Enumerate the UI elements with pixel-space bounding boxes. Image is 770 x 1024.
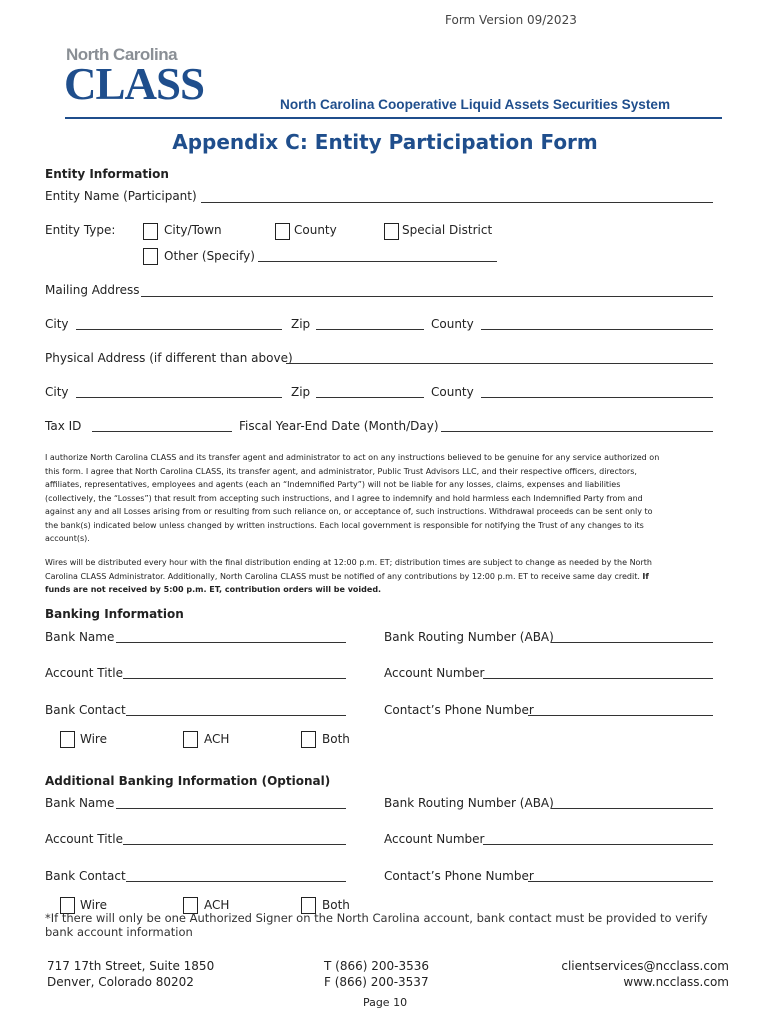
county2-label: County — [431, 385, 474, 399]
account-title-label: Account Title — [45, 666, 123, 680]
ach-label: ACH — [204, 732, 230, 746]
county-field[interactable] — [481, 329, 713, 330]
add-ach-label: ACH — [204, 898, 230, 912]
zip2-field[interactable] — [316, 397, 424, 398]
wire-label: Wire — [80, 732, 107, 746]
city-field[interactable] — [76, 329, 282, 330]
add-both-label: Both — [322, 898, 350, 912]
add-account-number-field[interactable] — [483, 844, 713, 845]
checkbox-special-district[interactable] — [384, 223, 399, 240]
bank-contact-label: Bank Contact — [45, 703, 126, 717]
mailing-address-field[interactable] — [141, 296, 713, 297]
contact-phone-field[interactable] — [528, 715, 713, 716]
routing-field[interactable] — [551, 642, 713, 643]
bank-contact-field[interactable] — [126, 715, 346, 716]
checkbox-both[interactable] — [301, 731, 316, 748]
wires-paragraph — [45, 556, 735, 597]
city2-field[interactable] — [76, 397, 282, 398]
account-title-field[interactable] — [123, 678, 346, 679]
authorization-paragraph — [45, 451, 735, 546]
add-contact-phone-field[interactable] — [528, 881, 713, 882]
entity-section-title: Entity Information — [45, 167, 169, 181]
note-line: bank account information — [45, 925, 193, 939]
add-bank-contact-field[interactable] — [126, 881, 346, 882]
authorized-signer-note — [45, 911, 708, 939]
add-account-title-label: Account Title — [45, 832, 123, 846]
add-bank-contact-label: Bank Contact — [45, 869, 126, 883]
page-title: Appendix C: Entity Participation Form — [172, 130, 598, 154]
zip-field[interactable] — [316, 329, 424, 330]
add-account-title-field[interactable] — [123, 844, 346, 845]
logo — [64, 45, 205, 110]
add-bank-name-label: Bank Name — [45, 796, 115, 810]
city-town-label: City/Town — [164, 223, 222, 237]
add-contact-phone-label: Contact’s Phone Number — [384, 869, 534, 883]
banking-section-title: Banking Information — [45, 607, 184, 621]
checkbox-wire[interactable] — [60, 731, 75, 748]
checkbox-city-town[interactable] — [143, 223, 158, 240]
add-bank-name-field[interactable] — [116, 808, 346, 809]
page-number: Page 10 — [362, 996, 408, 1009]
address-line-1: 717 17th Street, Suite 1850 — [47, 959, 215, 973]
entity-type-label: Entity Type: — [45, 223, 116, 237]
bank-name-field[interactable] — [116, 642, 346, 643]
wires-line: funds are not received by 5:00 p.m. ET, contribution orders will be voided. — [45, 585, 382, 594]
footer-phones — [324, 958, 429, 990]
note-line: *If there will only be one Authorized Signer on the North Carolina account, bank contact must be provided to verify — [45, 911, 708, 925]
footer-contact — [561, 958, 729, 990]
fiscal-year-end-label: Fiscal Year-End Date (Month/Day) — [239, 419, 439, 433]
wires-text: Carolina CLASS Administrator. Additionally, North Carolina CLASS must be notified of any contributions by 12:00 p.m. ET to receive same day credit. — [45, 571, 643, 581]
wires-bold-text: If — [642, 571, 649, 581]
address-line-2: Denver, Colorado 80202 — [47, 975, 194, 989]
county-label: County — [294, 223, 337, 237]
checkbox-county[interactable] — [275, 223, 290, 240]
county-field-label: County — [431, 317, 474, 331]
account-number-field[interactable] — [483, 678, 713, 679]
add-routing-label: Bank Routing Number (ABA) — [384, 796, 554, 810]
checkbox-ach[interactable] — [183, 731, 198, 748]
tax-id-label: Tax ID — [45, 419, 82, 433]
auth-line: affiliates, representatives, employees and agents (each an “Indemnified Party”) will not be liable for any losses, claims, expenses and liabilities — [45, 480, 621, 489]
email-link[interactable]: clientservices@ncclass.com — [561, 959, 729, 973]
bank-name-label: Bank Name — [45, 630, 115, 644]
phone-number: T (866) 200-3536 — [324, 959, 429, 973]
zip-label: Zip — [291, 317, 311, 331]
auth-line: against any and all Losses arising from or resulting from such reliance on, or acceptance of, such instructions. Withdrawal proceeds can be sent only to — [45, 507, 653, 516]
org-full-name: North Carolina Cooperative Liquid Assets Securities System — [280, 97, 671, 112]
website-link[interactable]: www.ncclass.com — [623, 975, 729, 989]
additional-banking-section-title: Additional Banking Information (Optional) — [45, 774, 331, 788]
mailing-address-label: Mailing Address — [45, 283, 140, 297]
fiscal-year-end-field[interactable] — [441, 431, 713, 432]
auth-line: I authorize North Carolina CLASS and its transfer agent and administrator to act on any instructions believed to be genuine for any service authorized on — [45, 453, 660, 462]
auth-line: (collectively, the “Losses”) that result from accepting such instructions, and I agree to indemnify and hold harmless each Indemnified Party from and — [45, 493, 643, 503]
account-number-label: Account Number — [384, 666, 485, 680]
auth-line: this form. I agree that North Carolina CLASS, its transfer agent, and administrator, Public Trust Advisors LLC, and their respective officers, directors, — [45, 466, 637, 476]
add-routing-field[interactable] — [551, 808, 713, 809]
auth-line: the bank(s) indicated below unless changed by written instructions. Each local government is responsible for notifying the Trust of any changes to its — [45, 520, 644, 530]
form-version: Form Version 09/2023 — [445, 13, 577, 27]
entity-name-field[interactable] — [201, 202, 713, 203]
routing-label: Bank Routing Number (ABA) — [384, 630, 554, 644]
fax-number: F (866) 200-3537 — [324, 975, 429, 989]
checkbox-other[interactable] — [143, 248, 158, 265]
tax-id-field[interactable] — [92, 431, 232, 432]
physical-address-field[interactable] — [286, 363, 713, 364]
header-rule — [65, 117, 722, 119]
auth-line: account(s). — [45, 534, 90, 543]
both-label: Both — [322, 732, 350, 746]
entity-name-label: Entity Name (Participant) — [45, 189, 197, 203]
add-wire-label: Wire — [80, 898, 107, 912]
other-specify-field[interactable] — [258, 261, 497, 262]
footer-address — [47, 958, 214, 990]
physical-address-label: Physical Address (if different than above) — [45, 351, 293, 365]
other-specify-label: Other (Specify) — [164, 249, 255, 263]
zip2-label: Zip — [291, 385, 311, 399]
wires-line: Wires will be distributed every hour with the final distribution ending at 12:00 p.m. ET; distribution times are subject to change as needed by the North — [45, 558, 652, 567]
county2-field[interactable] — [481, 397, 713, 398]
city2-label: City — [45, 385, 69, 399]
special-district-label: Special District — [402, 223, 493, 237]
contact-phone-label: Contact’s Phone Number — [384, 703, 534, 717]
logo-main-text: CLASS — [64, 59, 205, 109]
add-account-number-label: Account Number — [384, 832, 485, 846]
city-label: City — [45, 317, 69, 331]
logo-top-text: North Carolina — [66, 45, 178, 64]
wires-line — [45, 570, 735, 584]
